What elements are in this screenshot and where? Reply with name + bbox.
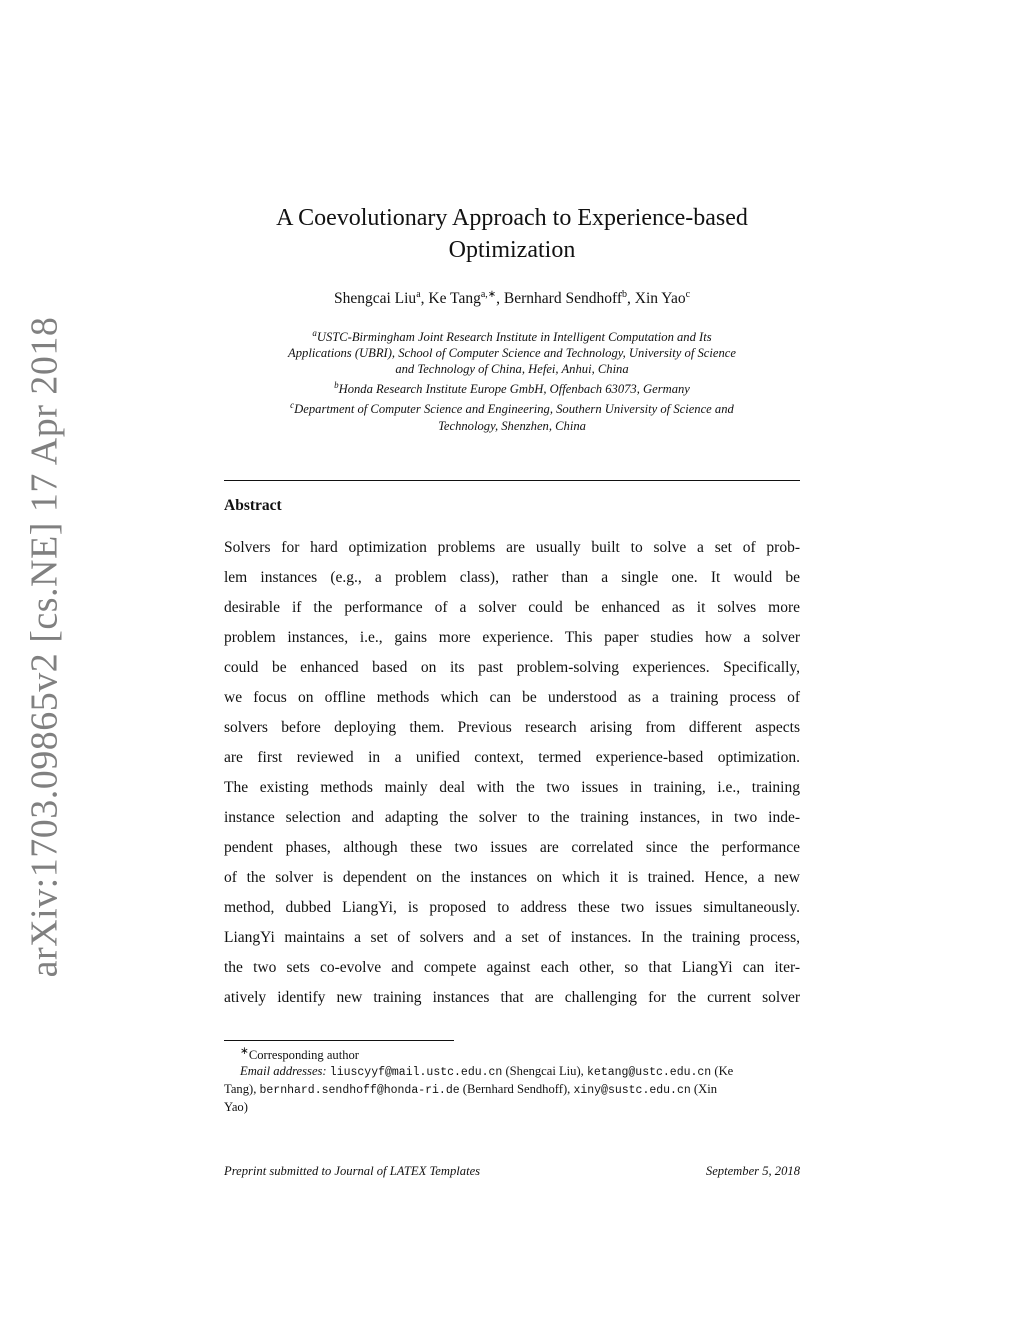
author-name: Xin Yao [634,290,686,308]
affiliation-c-line-1 [224,397,800,417]
author-name: Bernhard Sendhoff [503,290,622,308]
email-label: Email addresses: [240,1064,327,1079]
affiliation-list [224,325,800,434]
affiliation-b-line-1 [224,377,800,397]
email-link[interactable]: xiny@sustc.edu.cn [573,1084,691,1098]
affiliation-mark: a [312,328,317,338]
affiliation-c-line-2: Technology, Shenzhen, China [438,418,586,433]
author-affiliation-mark: b [622,289,627,300]
arxiv-identifier-text: arXiv:1703.09865v2 [cs.NE] 17 Apr 2018 [23,316,66,978]
affiliation-mark: c [290,400,295,411]
abstract-line: the two sets co-evolve and compete against each other, so that LiangYi can iter- [224,959,800,976]
footer-date: September 5, 2018 [705,1164,800,1178]
arxiv-identifier-stamp [4,316,84,978]
email-owner: (Ke [714,1064,734,1079]
corresponding-author-note [224,1044,800,1063]
abstract-line: method, dubbed LiangYi, is proposed to address these two issues simultaneously. [224,899,800,916]
abstract-line: could be enhanced based on its past problem-solving experiences. Specifically, [224,659,800,676]
affiliation-mark: b [334,380,339,391]
page-footer [224,1164,800,1179]
author-affiliation-mark: c [685,289,691,300]
corresponding-author-text: Corresponding author [248,1048,359,1063]
email-line-3: Yao) [224,1100,248,1115]
abstract-heading: Abstract [224,497,282,514]
abstract-line: are first reviewed in a unified context, termed experience-based optimization. [224,749,800,766]
footnotes [224,1044,800,1115]
affiliation-a-line-3: and Technology of China, Hefei, Anhui, China [395,362,629,377]
paper-title-line-1: A Coevolutionary Approach to Experience-based [276,205,748,231]
email-link[interactable]: bernhard.sendhoff@honda-ri.de [259,1084,460,1098]
footnote-rule [224,1040,454,1041]
abstract-line: instance selection and adapting the solver to the training instances, in two inde- [224,809,800,826]
affiliation-text: USTC-Birmingham Joint Research Institute in Intelligent Computation and Its [316,330,712,345]
paper-title-line-2: Optimization [448,237,576,263]
abstract-line: we focus on offline methods which can be understood as a training process of [224,689,800,706]
email-link[interactable]: ketang@ustc.edu.cn [586,1066,712,1080]
author-affiliation-mark: a,∗ [480,289,497,300]
author-list: Shengcai Liu$^a$, Ke Tang$^{a,∗}$, Bernhard Sendhoff$^b$, Xin Yao$^c$ [333,289,691,308]
email-owner: Tang), [224,1082,257,1097]
email-owner: (Xin [693,1082,718,1097]
affiliation-a-line-1 [224,325,800,345]
abstract-line: problem instances, i.e., gains more experience. This paper studies how a solver [224,629,800,646]
email-owner: (Shengcai Liu), [505,1064,584,1079]
abstract-line: pendent phases, although these two issues are correlated since the performance [224,839,800,856]
author-name: Shengcai Liu [333,290,417,308]
abstract-top-rule [224,480,800,481]
affiliation-text: Honda Research Institute Europe GmbH, Offenbach 63073, Germany [338,382,690,397]
footnote-mark: ∗ [240,1046,249,1057]
email-line-1 [224,1063,800,1081]
affiliation-a-line-2: Applications (UBRI), School of Computer Science and Technology, University of Science [288,346,736,361]
abstract-line: LiangYi maintains a set of solvers and a set of instances. In the training process, [224,929,800,946]
abstract-line: of the solver is dependent on the instances on which it is trained. Hence, a new [224,869,800,886]
abstract-line: solvers before deploying them. Previous research arising from different aspects [224,719,800,736]
author-name: Ke Tang [428,290,481,308]
abstract-body [224,533,800,1013]
abstract-line: atively identify new training instances that are challenging for the current solver [224,989,800,1006]
email-line-2 [224,1081,800,1099]
abstract-line: Solvers for hard optimization problems are usually built to solve a set of prob- [224,539,800,556]
email-link[interactable]: liuscyyf@mail.ustc.edu.cn [329,1066,503,1080]
paper-title [224,202,800,266]
abstract-line: desirable if the performance of a solver could be enhanced as it solves more [224,599,800,616]
affiliation-text: Department of Computer Science and Engineering, Southern University of Science and [294,402,734,417]
author-affiliation-mark: a [416,289,421,300]
abstract-line: The existing methods mainly deal with the two issues in training, i.e., training [224,779,800,796]
abstract-line: lem instances (e.g., a problem class), rather than a single one. It would be [224,569,800,586]
email-owner: (Bernhard Sendhoff), [462,1082,571,1097]
footer-journal-note: Preprint submitted to Journal of LATEX Templates [224,1164,481,1178]
